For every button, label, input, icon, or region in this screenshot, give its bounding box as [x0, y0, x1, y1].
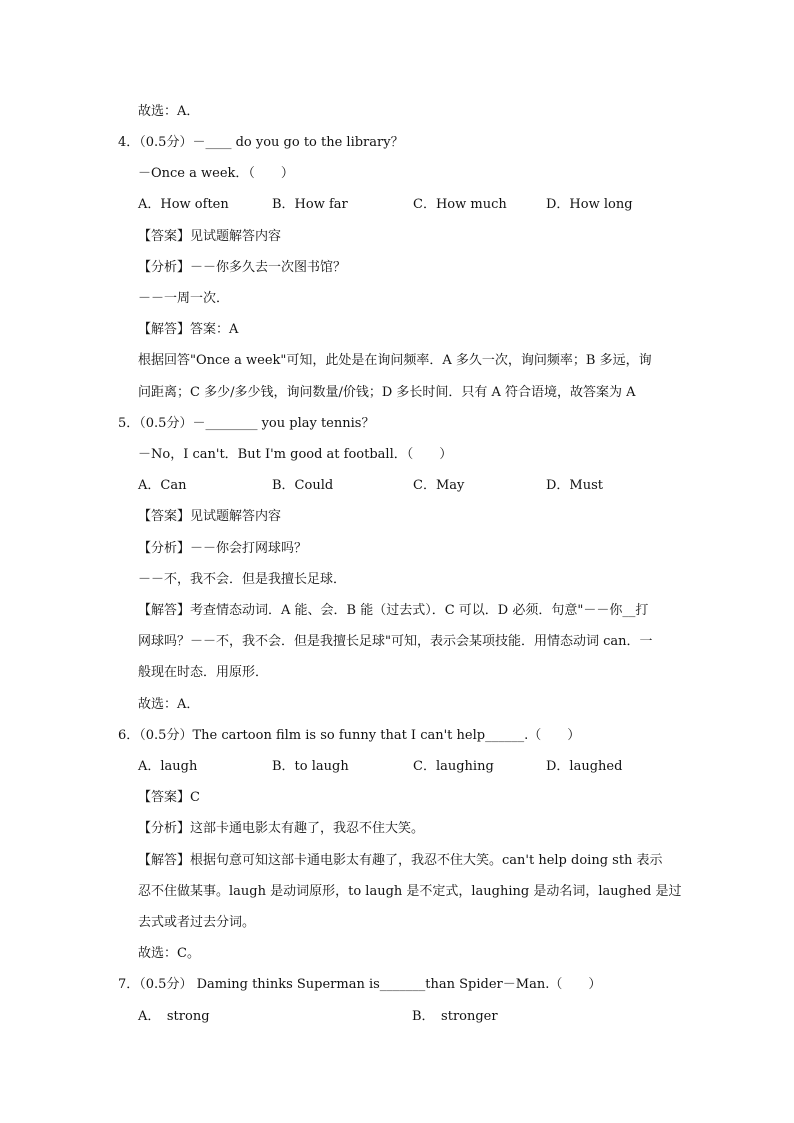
- option-b: B．Could: [272, 478, 334, 493]
- q4-analysis: 【分析】－－你多久去一次图书馆？: [138, 260, 347, 275]
- option-c: C．laughing: [413, 759, 494, 774]
- option-a: A．Can: [138, 478, 187, 493]
- question-6-options: [138, 756, 676, 778]
- q6-conclusion: 故选：C。: [138, 946, 200, 961]
- question-5-stem: 5．（0.5分）－________ you play tennis？: [118, 416, 375, 431]
- option-a: A．How often: [138, 197, 229, 212]
- question-6-stem: 6．（0.5分）The cartoon film is so funny that I can't help______.（ ）: [118, 728, 581, 743]
- q5-analysis-cont: －－不，我不会．但是我擅长足球．: [138, 572, 347, 587]
- option-d: D．laughed: [546, 759, 623, 774]
- q5-solution: 【解答】考查情态动词．A 能、会．B 能（过去式）．C 可以．D 必须．句意"－－你__打: [138, 603, 649, 618]
- q5-conclusion: 故选：A．: [138, 697, 200, 712]
- option-d: D．How long: [546, 197, 633, 212]
- q6-solution: 【解答】根据句意可知这部卡通电影太有趣了，我忍不住大笑。can't help doing sth 表示: [138, 853, 663, 868]
- option-c: C．May: [413, 478, 465, 493]
- q5-analysis: 【分析】－－你会打网球吗？: [138, 541, 308, 556]
- question-4-response: －Once a week．（ ）: [138, 166, 294, 181]
- q4-analysis-cont: －－一周一次．: [138, 291, 230, 306]
- q6-analysis: 【分析】这部卡通电影太有趣了，我忍不住大笑。: [138, 821, 425, 836]
- question-7-options: [138, 1006, 676, 1028]
- q5-solution-cont: 网球吗？－－不，我不会．但是我擅长足球"可知，表示会某项技能．用情态动词 can．一: [138, 634, 653, 649]
- question-7-stem: 7．（0.5分） Daming thinks Superman is_______than Spider－Man.（ ）: [118, 977, 602, 992]
- q5-solution-cont-2: 般现在时态．用原形．: [138, 665, 269, 680]
- question-4-options: [138, 194, 676, 216]
- q5-answer: 【答案】见试题解答内容: [138, 509, 282, 524]
- option-b: B．How far: [272, 197, 348, 212]
- option-c: C．How much: [413, 197, 507, 212]
- q4-solution-text: 根据回答"Once a week"可知，此处是在询问频率．A 多久一次，询问频率；B 多远，询: [138, 353, 652, 368]
- question-5-options: [138, 475, 676, 497]
- q6-solution-cont-2: 去式或者过去分词。: [138, 915, 256, 930]
- question-4-stem: 4．（0.5分）－____ do you go to the library？: [118, 135, 404, 150]
- option-b: B．to laugh: [272, 759, 349, 774]
- q6-solution-cont: 忍不住做某事。laugh 是动词原形，to laugh 是不定式，laughing 是动名词，laughed 是过: [138, 884, 682, 899]
- question-5-response: －No，I can't．But I'm good at football．（ ）: [138, 447, 453, 462]
- option-a: A． strong: [138, 1009, 210, 1024]
- q3-conclusion: 故选：A．: [138, 104, 200, 119]
- option-d: D．Must: [546, 478, 604, 493]
- q4-answer: 【答案】见试题解答内容: [138, 229, 282, 244]
- q4-solution-text-cont: 问距离；C 多少/多少钱，询问数量/价钱；D 多长时间．只有 A 符合语境，故答案为 A: [138, 385, 636, 400]
- q4-solution: 【解答】答案：A: [138, 322, 239, 337]
- option-b: B． stronger: [412, 1009, 498, 1024]
- option-a: A．laugh: [138, 759, 198, 774]
- q6-answer: 【答案】C: [138, 790, 200, 805]
